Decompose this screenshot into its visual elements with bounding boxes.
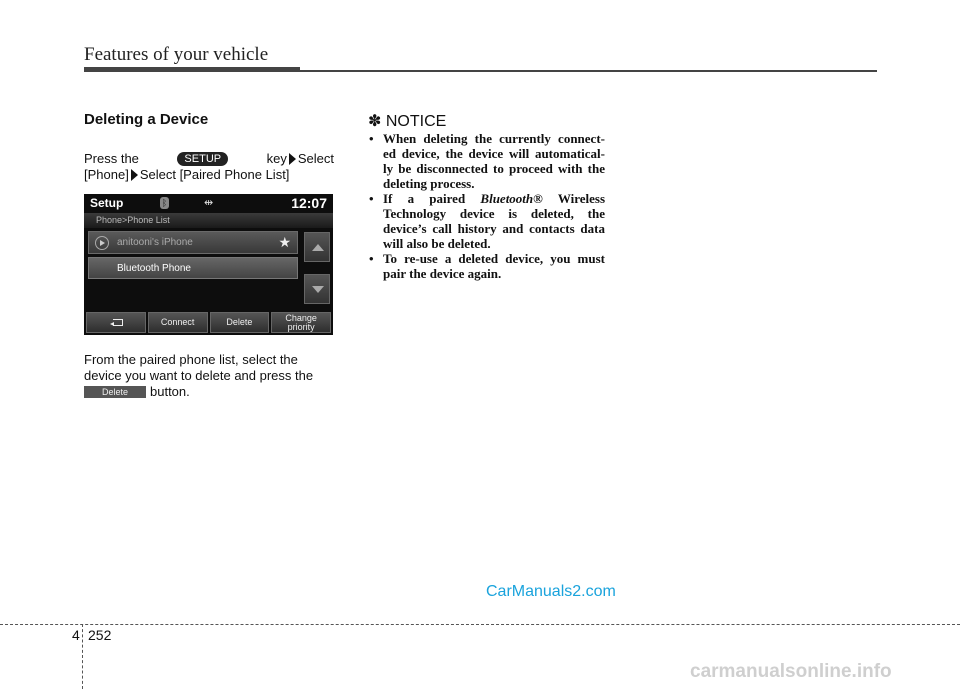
breadcrumb: Phone>Phone List	[96, 215, 170, 225]
star-icon: ★	[278, 234, 291, 250]
notice-item: • When deleting the currently connect- ed device, the device will automatical- ly be disconnected to proceed with the deleting process.	[367, 131, 605, 191]
page-header-title: Features of your vehicle	[84, 44, 269, 65]
watermark-link[interactable]: CarManuals2.com	[486, 583, 616, 600]
description	[84, 352, 334, 400]
change-priority-button[interactable]: Change priority	[271, 312, 331, 333]
arrow-down-icon	[312, 286, 324, 293]
play-icon	[95, 236, 109, 250]
setup-key-badge: SETUP	[177, 152, 228, 166]
desc-line-1: From the paired phone list, select the	[84, 352, 298, 367]
footer-divider	[82, 624, 83, 689]
notice-list	[367, 131, 605, 281]
instr-phone: [Phone]	[84, 167, 129, 182]
instr-press: Press the	[84, 151, 139, 166]
selected-list-item[interactable]	[88, 257, 298, 279]
notice-item2-brand: Bluetooth®	[480, 191, 543, 206]
site-watermark: carmanualsonline.info	[690, 661, 892, 682]
screen-clock: 12:07	[291, 195, 327, 211]
screen-button-bar	[84, 312, 333, 333]
instr-key: key	[266, 151, 287, 166]
section-title: Deleting a Device	[84, 111, 209, 128]
connect-button[interactable]: Connect	[148, 312, 208, 333]
notice-item2-post: Wireless Technology device is deleted, the device’s call history and contacts data will also be deleted.	[383, 191, 606, 251]
notice-item: • To re-use a deleted device, you must pair the device again.	[367, 251, 605, 281]
scroll-down-button[interactable]	[304, 274, 330, 304]
chapter-number: 4	[72, 627, 80, 643]
arrow-up-icon	[312, 244, 324, 251]
device-name: anitooni's iPhone	[117, 237, 193, 248]
desc-line-3: button.	[150, 384, 190, 399]
notice-title: ✽ NOTICE	[368, 113, 447, 130]
header-rule-thin	[300, 70, 877, 72]
page-number: 252	[88, 627, 112, 643]
arrow-right-icon	[289, 153, 296, 165]
selected-item-label: Bluetooth Phone	[117, 263, 191, 274]
screen-title: Setup	[90, 196, 124, 210]
instr-paired-list: Select [Paired Phone List]	[139, 167, 290, 182]
footer-rule	[0, 624, 960, 625]
scroll-up-button[interactable]	[304, 232, 330, 262]
head-unit-screen	[84, 194, 333, 335]
bluetooth-icon: ᛒ	[161, 198, 168, 208]
instructions	[84, 151, 334, 183]
instr-select: Select	[297, 151, 334, 166]
header-rule-thick	[84, 67, 300, 72]
device-list-item[interactable]	[88, 231, 298, 254]
desc-line-2: device you want to delete and press the	[84, 368, 314, 383]
delete-button[interactable]: Delete	[210, 312, 270, 333]
notice-item2-pre: If a paired	[383, 191, 466, 206]
usb-icon: ⇹	[204, 197, 214, 209]
arrow-right-icon	[131, 169, 138, 181]
back-button[interactable]	[86, 312, 146, 333]
notice-item	[367, 191, 605, 251]
delete-button-badge: Delete	[84, 386, 146, 398]
back-icon	[110, 319, 122, 327]
